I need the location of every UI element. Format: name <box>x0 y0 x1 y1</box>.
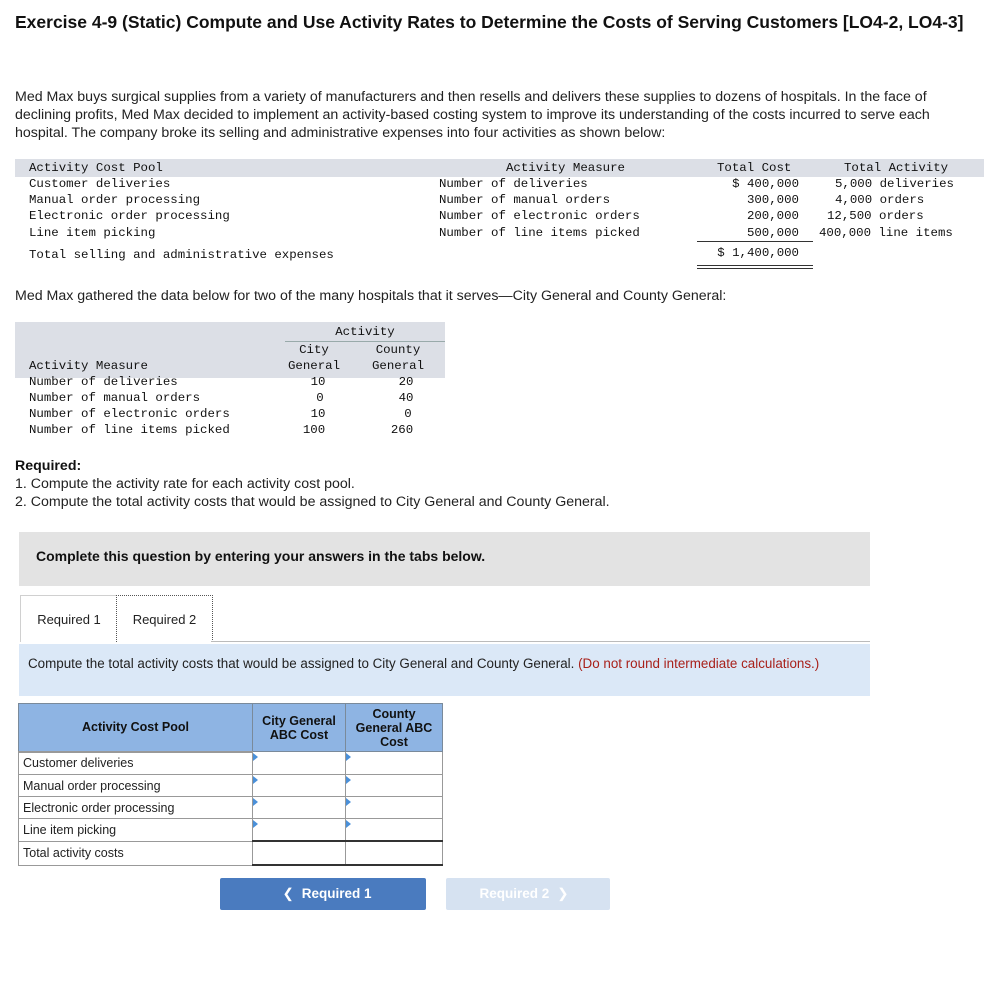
hospital-data-intro: Med Max gathered the data below for two of the many hospitals that it serves—City General and County General: <box>15 288 727 304</box>
exercise-title: Exercise 4-9 (Static) Compute and Use Activity Rates to Determine the Costs of Serving Customers [LO4-2, LO4-3] <box>15 12 964 32</box>
chevron-right-icon: ❯ <box>557 886 569 901</box>
row-label-line-item-picking: Line item picking <box>19 819 253 842</box>
county-value: 260 <box>390 423 414 437</box>
city-value: 0 <box>316 391 324 405</box>
measure-name: Number of deliveries <box>29 375 178 389</box>
header-county: County <box>375 343 421 357</box>
required-item-2: 2. Compute the total activity costs that would be assigned to City General and County General. <box>15 494 610 510</box>
prev-required-1-button[interactable] <box>220 878 426 910</box>
double-rule-top <box>697 265 813 266</box>
input-flag-icon <box>253 820 258 828</box>
input-flag-icon <box>346 820 351 828</box>
county-electronic-order-cell[interactable] <box>346 797 443 819</box>
instruction-note: (Do not round intermediate calculations.) <box>578 656 820 671</box>
hospital-activity-table <box>15 322 445 438</box>
pool-name: Customer deliveries <box>29 177 171 191</box>
row-label-total-activity-costs: Total activity costs <box>19 841 253 865</box>
total-activity-value: 12,500 orders <box>827 209 924 223</box>
chevron-left-icon: ❮ <box>282 886 294 901</box>
header-city-general: General <box>287 359 341 373</box>
county-line-item-cell[interactable] <box>346 819 443 842</box>
city-value: 10 <box>310 375 326 389</box>
header-activity-measure: Activity Measure <box>29 359 148 373</box>
row-label-manual-order-processing: Manual order processing <box>19 775 253 797</box>
intro-paragraph: Med Max buys surgical supplies from a variety of manufacturers and then resells and delivers these supplies to dozens of hospitals. In the face of declining profits, Med Max decided to implement an activity-based costing system to improve its understanding of the costs incurred to serve each hospital. The company broke its selling and administrative expenses into four activities as shown below: <box>15 89 930 141</box>
city-line-item-input[interactable] <box>253 819 345 840</box>
county-value: 40 <box>398 391 414 405</box>
total-cost-value: 300,000 <box>746 193 799 207</box>
prev-button-label: Required 1 <box>301 886 372 901</box>
total-activity-value: 4,000 orders <box>835 193 925 207</box>
input-flag-icon <box>253 798 258 806</box>
pool-name: Line item picking <box>29 226 156 240</box>
total-cost-value: 200,000 <box>746 209 799 223</box>
required-item-1: 1. Compute the activity rate for each activity cost pool. <box>15 476 355 492</box>
measure-name: Number of manual orders <box>29 391 201 405</box>
row-label-electronic-order-processing: Electronic order processing <box>19 797 253 819</box>
measure-name: Number of manual orders <box>439 193 611 207</box>
city-manual-order-cell[interactable] <box>253 775 346 797</box>
city-electronic-order-input[interactable] <box>253 797 345 818</box>
pool-name: Electronic order processing <box>29 209 230 223</box>
input-flag-icon <box>253 776 258 784</box>
county-value: 0 <box>404 407 412 421</box>
measure-name: Number of electronic orders <box>439 209 640 223</box>
instruction-banner <box>19 532 870 586</box>
county-value: 20 <box>398 375 414 389</box>
question-instruction <box>19 644 870 696</box>
header-city: City <box>299 343 329 357</box>
required-heading: Required: <box>15 458 82 474</box>
input-flag-icon <box>346 753 351 761</box>
city-value: 100 <box>302 423 326 437</box>
next-required-2-button[interactable] <box>446 878 610 910</box>
total-label: Total selling and administrative expenses <box>29 248 334 262</box>
header-total-activity: Total Activity <box>844 161 949 175</box>
tab-divider <box>211 641 870 642</box>
header-county-general-abc-cost: County General ABC Cost <box>346 704 443 752</box>
header-county-general: General <box>371 359 425 373</box>
subtotal-rule <box>697 241 813 242</box>
grand-total-cost: $ 1,400,000 <box>717 246 799 260</box>
measure-name: Number of line items picked <box>29 423 230 437</box>
county-customer-deliveries-cell[interactable] <box>346 752 443 775</box>
answer-table <box>18 703 443 866</box>
input-flag-icon <box>346 776 351 784</box>
header-activity-cost-pool: Activity Cost Pool <box>29 161 163 175</box>
double-rule-bottom <box>697 268 813 269</box>
total-activity-value: 400,000 line items <box>819 226 953 240</box>
city-electronic-order-cell[interactable] <box>253 797 346 819</box>
city-customer-deliveries-input[interactable] <box>253 752 345 774</box>
header-activity: Activity <box>335 325 395 339</box>
total-cost-value: 500,000 <box>746 226 799 240</box>
header-city-general-abc-cost: City General ABC Cost <box>253 704 346 752</box>
tab-required-2[interactable]: Required 2 <box>116 595 213 642</box>
county-manual-order-input[interactable] <box>346 775 442 796</box>
header-total-cost: Total Cost <box>717 161 792 175</box>
pool-name: Manual order processing <box>29 193 201 207</box>
activity-cost-pool-table <box>15 159 984 269</box>
city-total-cell <box>253 841 346 865</box>
next-button-label: Required 2 <box>479 886 550 901</box>
city-value: 10 <box>310 407 326 421</box>
measure-name: Number of line items picked <box>439 226 640 240</box>
header-activity-measure: Activity Measure <box>506 161 625 175</box>
header-activity-cost-pool: Activity Cost Pool <box>19 704 253 752</box>
required-section <box>15 457 610 511</box>
total-cost-value: $ 400,000 <box>732 177 799 191</box>
banner-text: Complete this question by entering your answers in the tabs below. <box>36 548 486 564</box>
measure-name: Number of deliveries <box>439 177 588 191</box>
input-flag-icon <box>253 753 258 761</box>
city-line-item-cell[interactable] <box>253 819 346 842</box>
county-total-cell <box>346 841 443 865</box>
county-manual-order-cell[interactable] <box>346 775 443 797</box>
measure-name: Number of electronic orders <box>29 407 230 421</box>
total-activity-value: 5,000 deliveries <box>835 177 954 191</box>
city-manual-order-input[interactable] <box>253 775 345 796</box>
county-line-item-input[interactable] <box>346 819 442 840</box>
input-flag-icon <box>346 798 351 806</box>
tab-required-1[interactable]: Required 1 <box>20 595 118 642</box>
row-label-customer-deliveries: Customer deliveries <box>19 752 253 775</box>
county-electronic-order-input[interactable] <box>346 797 442 818</box>
city-customer-deliveries-cell[interactable] <box>253 752 346 775</box>
instruction-text: Compute the total activity costs that would be assigned to City General and County General. <box>28 656 575 671</box>
county-customer-deliveries-input[interactable] <box>346 752 442 774</box>
